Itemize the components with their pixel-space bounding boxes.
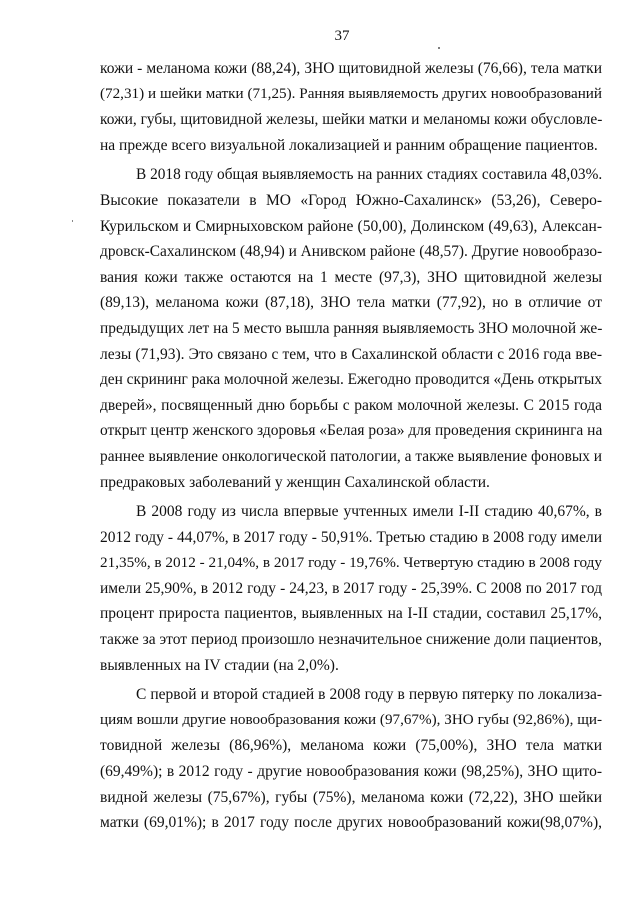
text-line: видной железы (75,67%), губы (75%), меланома кожи (72,22), ЗНО шейки [100,788,602,806]
text-line: имели 25,90%, в 2012 году - 24,23, в 2017 году - 25,39%. С 2008 по 2017 год [100,579,602,597]
text-line: кожи - меланома кожи (88,24), ЗНО щитовидной железы (76,66), тела матки [100,60,602,77]
text-line: Курильском и Смирныховском районе (50,00), Долинском (49,63), Алексан- [100,217,602,235]
text-line: лезы (71,93). Это связано с тем, что в Сахалинской области с 2016 года вве- [100,345,602,363]
text-line: В 2018 году общая выявляемость на ранних стадиях составила 48,03%. [136,166,603,184]
text-line: кожи, губы, щитовидной железы, шейки матки и меланомы кожи обусловле- [100,111,603,129]
text-line: выявленных на IV стадии (на 2,0%). [100,656,339,674]
text-line: Высокие показатели в МО «Город Южно-Сахалинск» (53,26), Северо- [100,191,602,209]
text-line: матки (69,01%); в 2017 году после других новообразований кожи(98,07%), [100,814,602,832]
paragraph-2 [100,162,602,495]
text-line: 2012 году - 44,07%, в 2017 году - 50,91%. Третью стадию в 2008 году имели [100,528,602,546]
text-line: предраковых заболеваний у женщин Сахалинской области. [100,473,490,491]
text-line: раннее выявление онкологической патологии, а также выявление фоновых и [100,447,602,465]
paragraph-4 [100,682,602,836]
document-body [100,56,602,840]
text-line: вания кожи также остаются на 1 месте (97,3), ЗНО щитовидной железы [100,268,602,286]
text-line: открыт центр женского здоровья «Белая роза» для проведения скрининга на [100,422,603,440]
text-line: С первой и второй стадией в 2008 году в первую пятерку по локализа- [136,686,602,704]
text-line: (69,49%); в 2012 году - другие новообразования кожи (98,25%), ЗНО щито- [100,763,602,781]
paragraph-3 [100,499,602,678]
paragraph-1 [100,56,602,158]
text-line: В 2008 году из числа впервые учтенных имели I-II стадию 40,67%, в [136,503,602,521]
text-line: ден скрининг рака молочной железы. Ежегодно проводится «День открытых [100,371,602,389]
text-line: предыдущих лет на 5 место вышла ранняя выявляемость ЗНО молочной же- [100,319,603,337]
text-line: (89,13), меланома кожи (87,18), ЗНО тела матки (77,92), но в отличие от [100,294,602,312]
scan-speck [438,47,440,49]
page-number: 37 [334,28,350,44]
text-line: на прежде всего визуальной локализацией и ранним обращение пациентов. [100,136,598,154]
text-line: процент прироста пациентов, выявленных на I-II стадии, составил 25,17%, [100,605,602,623]
text-line: (72,31) и шейки матки (71,25). Ранняя выявляемость других новообразований [100,85,602,102]
text-line: дровск-Сахалинском (48,94) и Анивском районе (48,57). Другие новообразо- [100,243,603,261]
text-line: 21,35%, в 2012 - 21,04%, в 2017 году - 19,76%. Четвертую стадию в 2008 году [100,554,602,572]
text-line: дверей», посвященный дню борьбы с раком молочной железы. С 2015 года [100,396,602,414]
scan-margin-mark [72,220,73,222]
text-line: также за этот период произошло незначительное снижение доли пациентов, [100,631,602,649]
text-line: товидной железы (86,96%), меланома кожи (75,00%), ЗНО тела матки [100,737,602,755]
text-line: циям вошли другие новообразования кожи (97,67%), ЗНО губы (92,86%), щи- [100,711,602,728]
